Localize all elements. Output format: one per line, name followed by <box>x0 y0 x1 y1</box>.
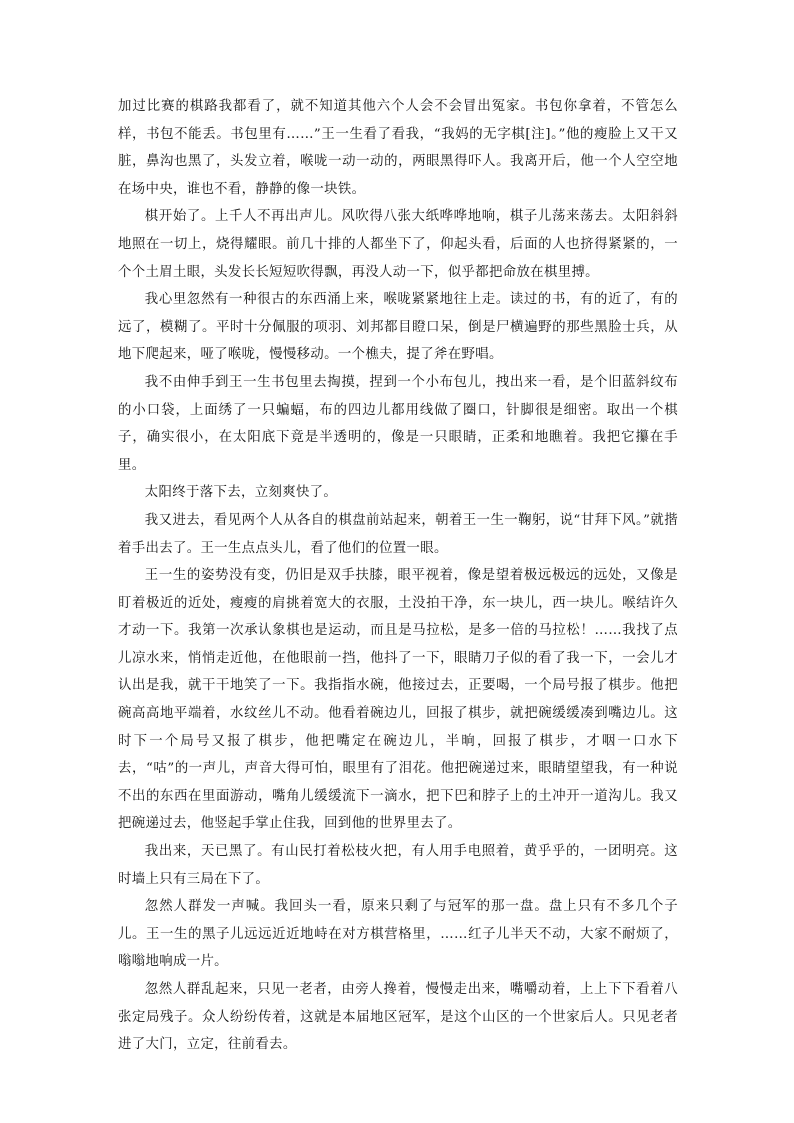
paragraph-8: 我出来，天已黑了。有山民打着松枝火把，有人用手电照着，黄乎乎的，一团明亮。这时墙上只有三局在下了。 <box>118 844 678 887</box>
paragraph-2: 棋开始了。上千人不再出声儿。风吹得八张大纸哗哗地响，棋子儿荡来荡去。太阳斜斜地照在一切上，烧得耀眼。前几十排的人都坐下了，仰起头看，后面的人也挤得紧紧的，一个个土眉土眼，头发长长短短吹得飘，再没人动一下，似乎都把命放在棋里搏。 <box>118 209 678 280</box>
document-page <box>118 93 678 1059</box>
paragraph-9: 忽然人群发一声喊。我回头一看，原来只剩了与冠军的那一盘。盘上只有不多几个子儿。王一生的黑子儿远远近近地峙在对方棋营格里，……红子儿半天不动，大家不耐烦了，嗡嗡地响成一片。 <box>118 899 678 970</box>
paragraph-3: 我心里忽然有一种很古的东西涌上来，喉咙紧紧地往上走。读过的书，有的近了，有的远了，模糊了。平时十分佩服的项羽、刘邦都目瞪口呆，倒是尸横遍野的那些黑脸士兵，从地下爬起来，哑了喉咙，慢慢移动。一个樵夫，提了斧在野唱。 <box>118 292 678 363</box>
paragraph-5: 太阳终于落下去，立刻爽快了。 <box>144 485 338 501</box>
paragraph-1: 加过比赛的棋路我都看了，就不知道其他六个人会不会冒出冤家。书包你拿着，不管怎么样，书包不能丢。书包里有……”王一生看了看我，“我妈的无字棋[注]。”他的瘦脸上又干又脏，鼻沟也黑了，头发立着，喉咙一动一动的，两眼黑得吓人。我离开后，他一个人空空地在场中央，谁也不看，静静的像一块铁。 <box>118 99 678 197</box>
paragraph-6: 我又进去，看见两个人从各自的棋盘前站起来，朝着王一生一鞠躬，说“甘拜下风。”就揩着手出去了。王一生点点头儿，看了他们的位置一眼。 <box>118 512 678 556</box>
paragraph-4: 我不由伸手到王一生书包里去掏摸，捏到一个小布包儿，拽出来一看，是个旧蓝斜纹布的小口袋，上面绣了一只蝙蝠，布的四边儿都用线做了圈口，针脚很是细密。取出一个棋子，确实很小，在太阳底下竟是半透明的，像是一只眼睛，正柔和地瞧着。我把它攥在手里。 <box>118 374 678 473</box>
paragraph-10: 忽然人群乱起来，只见一老者，由旁人搀着，慢慢走出来，嘴嚼动着，上上下下看着八张定局残子。众人纷纷传着，这就是本届地区冠军，是这个山区的一个世家后人。只见老者进了大门，立定，往前看去。 <box>118 982 678 1053</box>
paragraph-7: 王一生的姿势没有变，仍旧是双手扶膝，眼平视着，像是望着极远极远的远处，又像是盯着极近的近处，瘦瘦的肩挑着宽大的衣服，土没拍干净，东一块儿，西一块儿。喉结许久才动一下。我第一次承认象棋也是运动，而且是马拉松，是多一倍的马拉松！……我找了点儿凉水来，悄悄走近他，在他眼前一挡，他抖了一下，眼睛刀子似的看了我一下，一会儿才认出是我，就干干地笑了一下。我指指水碗，他接过去，正要喝，一个局号报了棋步。他把碗高高地平端着，水纹丝儿不动。他看着碗边儿，回报了棋步，就把碗缓缓凑到嘴边儿。这时下一个局号又报了棋步，他把嘴定在碗边儿，半晌，回报了棋步，才咽一口水下去，“咕”的一声儿，声音大得可怕，眼里有了泪花。他把碗递过来，眼睛望望我，有一种说不出的东西在里面游动，嘴角儿缓缓流下一滴水，把下巴和脖子上的土冲开一道沟儿。我又把碗递过去，他竖起手掌止住我，回到他的世界里去了。 <box>118 568 678 832</box>
